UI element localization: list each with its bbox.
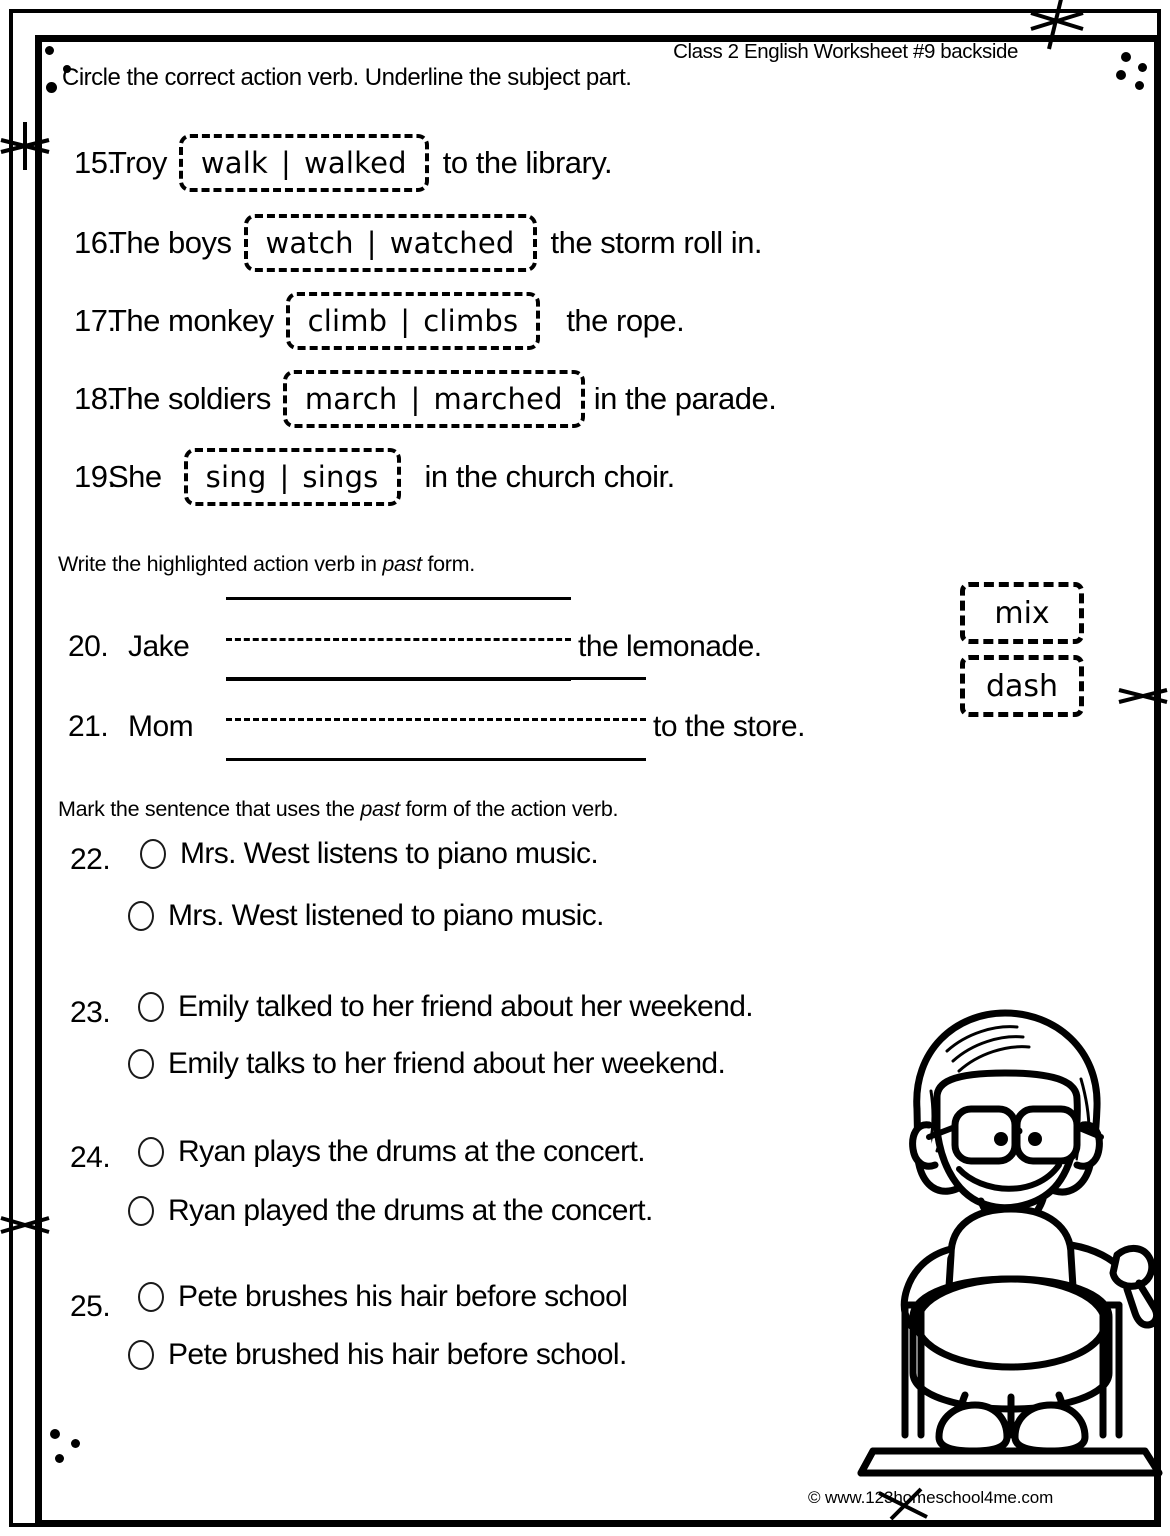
- word-bank-box[interactable]: [960, 582, 1084, 644]
- choice-separator: |: [410, 382, 421, 416]
- choice-option[interactable]: [128, 899, 604, 933]
- instruction-mark-suffix: form of the action verb.: [399, 797, 619, 821]
- handwriting-answer-line[interactable]: [226, 597, 571, 681]
- question-stem-before: The monkey: [108, 303, 274, 338]
- instruction-mark-sentence: [58, 797, 618, 822]
- question-number: 18.: [74, 381, 116, 416]
- verb-choice-box[interactable]: [283, 370, 585, 428]
- instruction-mark-emphasis: past: [360, 797, 400, 821]
- question-stem-before: She: [108, 459, 162, 494]
- choice-separator: |: [279, 460, 290, 494]
- question-number: 23.: [70, 996, 111, 1029]
- choice-label: Mrs. West listened to piano music.: [168, 899, 604, 932]
- question-number: 24.: [70, 1141, 111, 1174]
- word-bank-word: mix: [994, 595, 1050, 631]
- question-stem-after: the storm roll in.: [550, 225, 763, 260]
- choice-option[interactable]: [128, 1194, 653, 1228]
- instruction-circle-verb: Circle the correct action verb. Underline the subject part.: [62, 64, 632, 91]
- radio-button-icon[interactable]: [138, 1137, 164, 1167]
- instruction-past-form-prefix: Write the highlighted action verb in: [58, 552, 383, 576]
- word-bank-word: dash: [985, 668, 1059, 704]
- question-stem-before: The boys: [108, 225, 232, 260]
- question-row: [40, 212, 762, 274]
- choice-label: Mrs. West listens to piano music.: [180, 837, 599, 870]
- verb-option-b[interactable]: marched: [433, 382, 563, 416]
- question-stem-before: Troy: [108, 145, 167, 180]
- instruction-mark-prefix: Mark the sentence that uses the: [58, 797, 361, 821]
- verb-option-a[interactable]: climb: [307, 304, 388, 338]
- question-number: 19.: [74, 459, 116, 494]
- write-subject: Mom: [128, 710, 194, 743]
- question-row: [40, 368, 776, 430]
- practice-line-top: [226, 677, 646, 680]
- choice-separator: |: [400, 304, 411, 338]
- choice-option[interactable]: [140, 837, 598, 871]
- instruction-past-form-suffix: form.: [421, 552, 475, 576]
- question-stem-after: in the parade.: [593, 381, 777, 416]
- instruction-past-form: [58, 552, 475, 577]
- choice-separator: |: [366, 226, 377, 260]
- verb-choice-box[interactable]: [286, 292, 541, 350]
- instruction-past-form-emphasis: past: [382, 552, 422, 576]
- practice-line-middle: [226, 718, 646, 721]
- radio-button-icon[interactable]: [138, 992, 164, 1022]
- verb-option-b[interactable]: climbs: [423, 304, 519, 338]
- choice-label: Ryan plays the drums at the concert.: [178, 1135, 645, 1168]
- question-number: 20.: [68, 630, 109, 663]
- radio-button-icon[interactable]: [128, 1340, 154, 1370]
- question-number: 15.: [74, 145, 116, 180]
- verb-option-a[interactable]: march: [304, 382, 398, 416]
- question-number: 16.: [74, 225, 116, 260]
- question-number: 21.: [68, 710, 109, 743]
- question-stem-after: the rope.: [566, 303, 685, 338]
- verb-option-b[interactable]: walked: [303, 146, 407, 180]
- question-row: [40, 290, 684, 352]
- write-tail: to the store.: [653, 710, 805, 743]
- question-stem-after: to the library.: [442, 145, 613, 180]
- choice-option[interactable]: [128, 1047, 725, 1081]
- choice-label: Emily talks to her friend about her weekend.: [168, 1047, 726, 1080]
- worksheet-content: [40, 32, 1130, 1507]
- decor-dot: [1135, 81, 1144, 90]
- verb-option-a[interactable]: watch: [265, 226, 354, 260]
- write-subject: Jake: [128, 630, 190, 663]
- question-stem-after: in the church choir.: [424, 459, 675, 494]
- radio-button-icon[interactable]: [128, 1196, 154, 1226]
- question-stem-before: The soldiers: [108, 381, 271, 416]
- verb-choice-box[interactable]: [244, 214, 537, 272]
- verb-option-a[interactable]: sing: [205, 460, 267, 494]
- question-number: 17.: [74, 303, 116, 338]
- decor-dot: [1138, 63, 1147, 72]
- radio-button-icon[interactable]: [128, 1049, 154, 1079]
- verb-option-b[interactable]: sings: [302, 460, 379, 494]
- radio-button-icon[interactable]: [128, 901, 154, 931]
- copyright-text: © www.123homeschool4me.com: [808, 1488, 1054, 1507]
- question-number: 25.: [70, 1290, 111, 1323]
- verb-choice-box[interactable]: [184, 448, 401, 506]
- radio-button-icon[interactable]: [140, 839, 166, 869]
- choice-option[interactable]: [138, 990, 753, 1024]
- question-number: 22.: [70, 843, 111, 876]
- choice-option[interactable]: [138, 1280, 627, 1314]
- choice-label: Pete brushed his hair before school.: [168, 1338, 627, 1371]
- choice-option[interactable]: [128, 1338, 627, 1372]
- verb-option-a[interactable]: walk: [200, 146, 268, 180]
- worksheet-title: Class 2 English Worksheet #9 backside: [673, 40, 1018, 63]
- choice-option[interactable]: [138, 1135, 645, 1169]
- practice-line-middle: [226, 638, 571, 641]
- choice-label: Pete brushes his hair before school: [178, 1280, 628, 1313]
- verb-option-b[interactable]: watched: [389, 226, 515, 260]
- practice-line-base: [226, 758, 646, 761]
- choice-separator: |: [281, 146, 291, 180]
- write-tail: the lemonade.: [578, 630, 762, 663]
- question-row: [40, 132, 612, 194]
- boy-playing-drum-illustration: [855, 987, 1165, 1477]
- verb-choice-box[interactable]: [179, 134, 429, 192]
- practice-line-top: [226, 597, 571, 600]
- word-bank-box[interactable]: [960, 655, 1084, 717]
- handwriting-answer-line[interactable]: [226, 677, 646, 761]
- choice-label: Emily talked to her friend about her weekend.: [178, 990, 754, 1023]
- radio-button-icon[interactable]: [138, 1282, 164, 1312]
- question-row: [40, 446, 675, 508]
- choice-label: Ryan played the drums at the concert.: [168, 1194, 653, 1227]
